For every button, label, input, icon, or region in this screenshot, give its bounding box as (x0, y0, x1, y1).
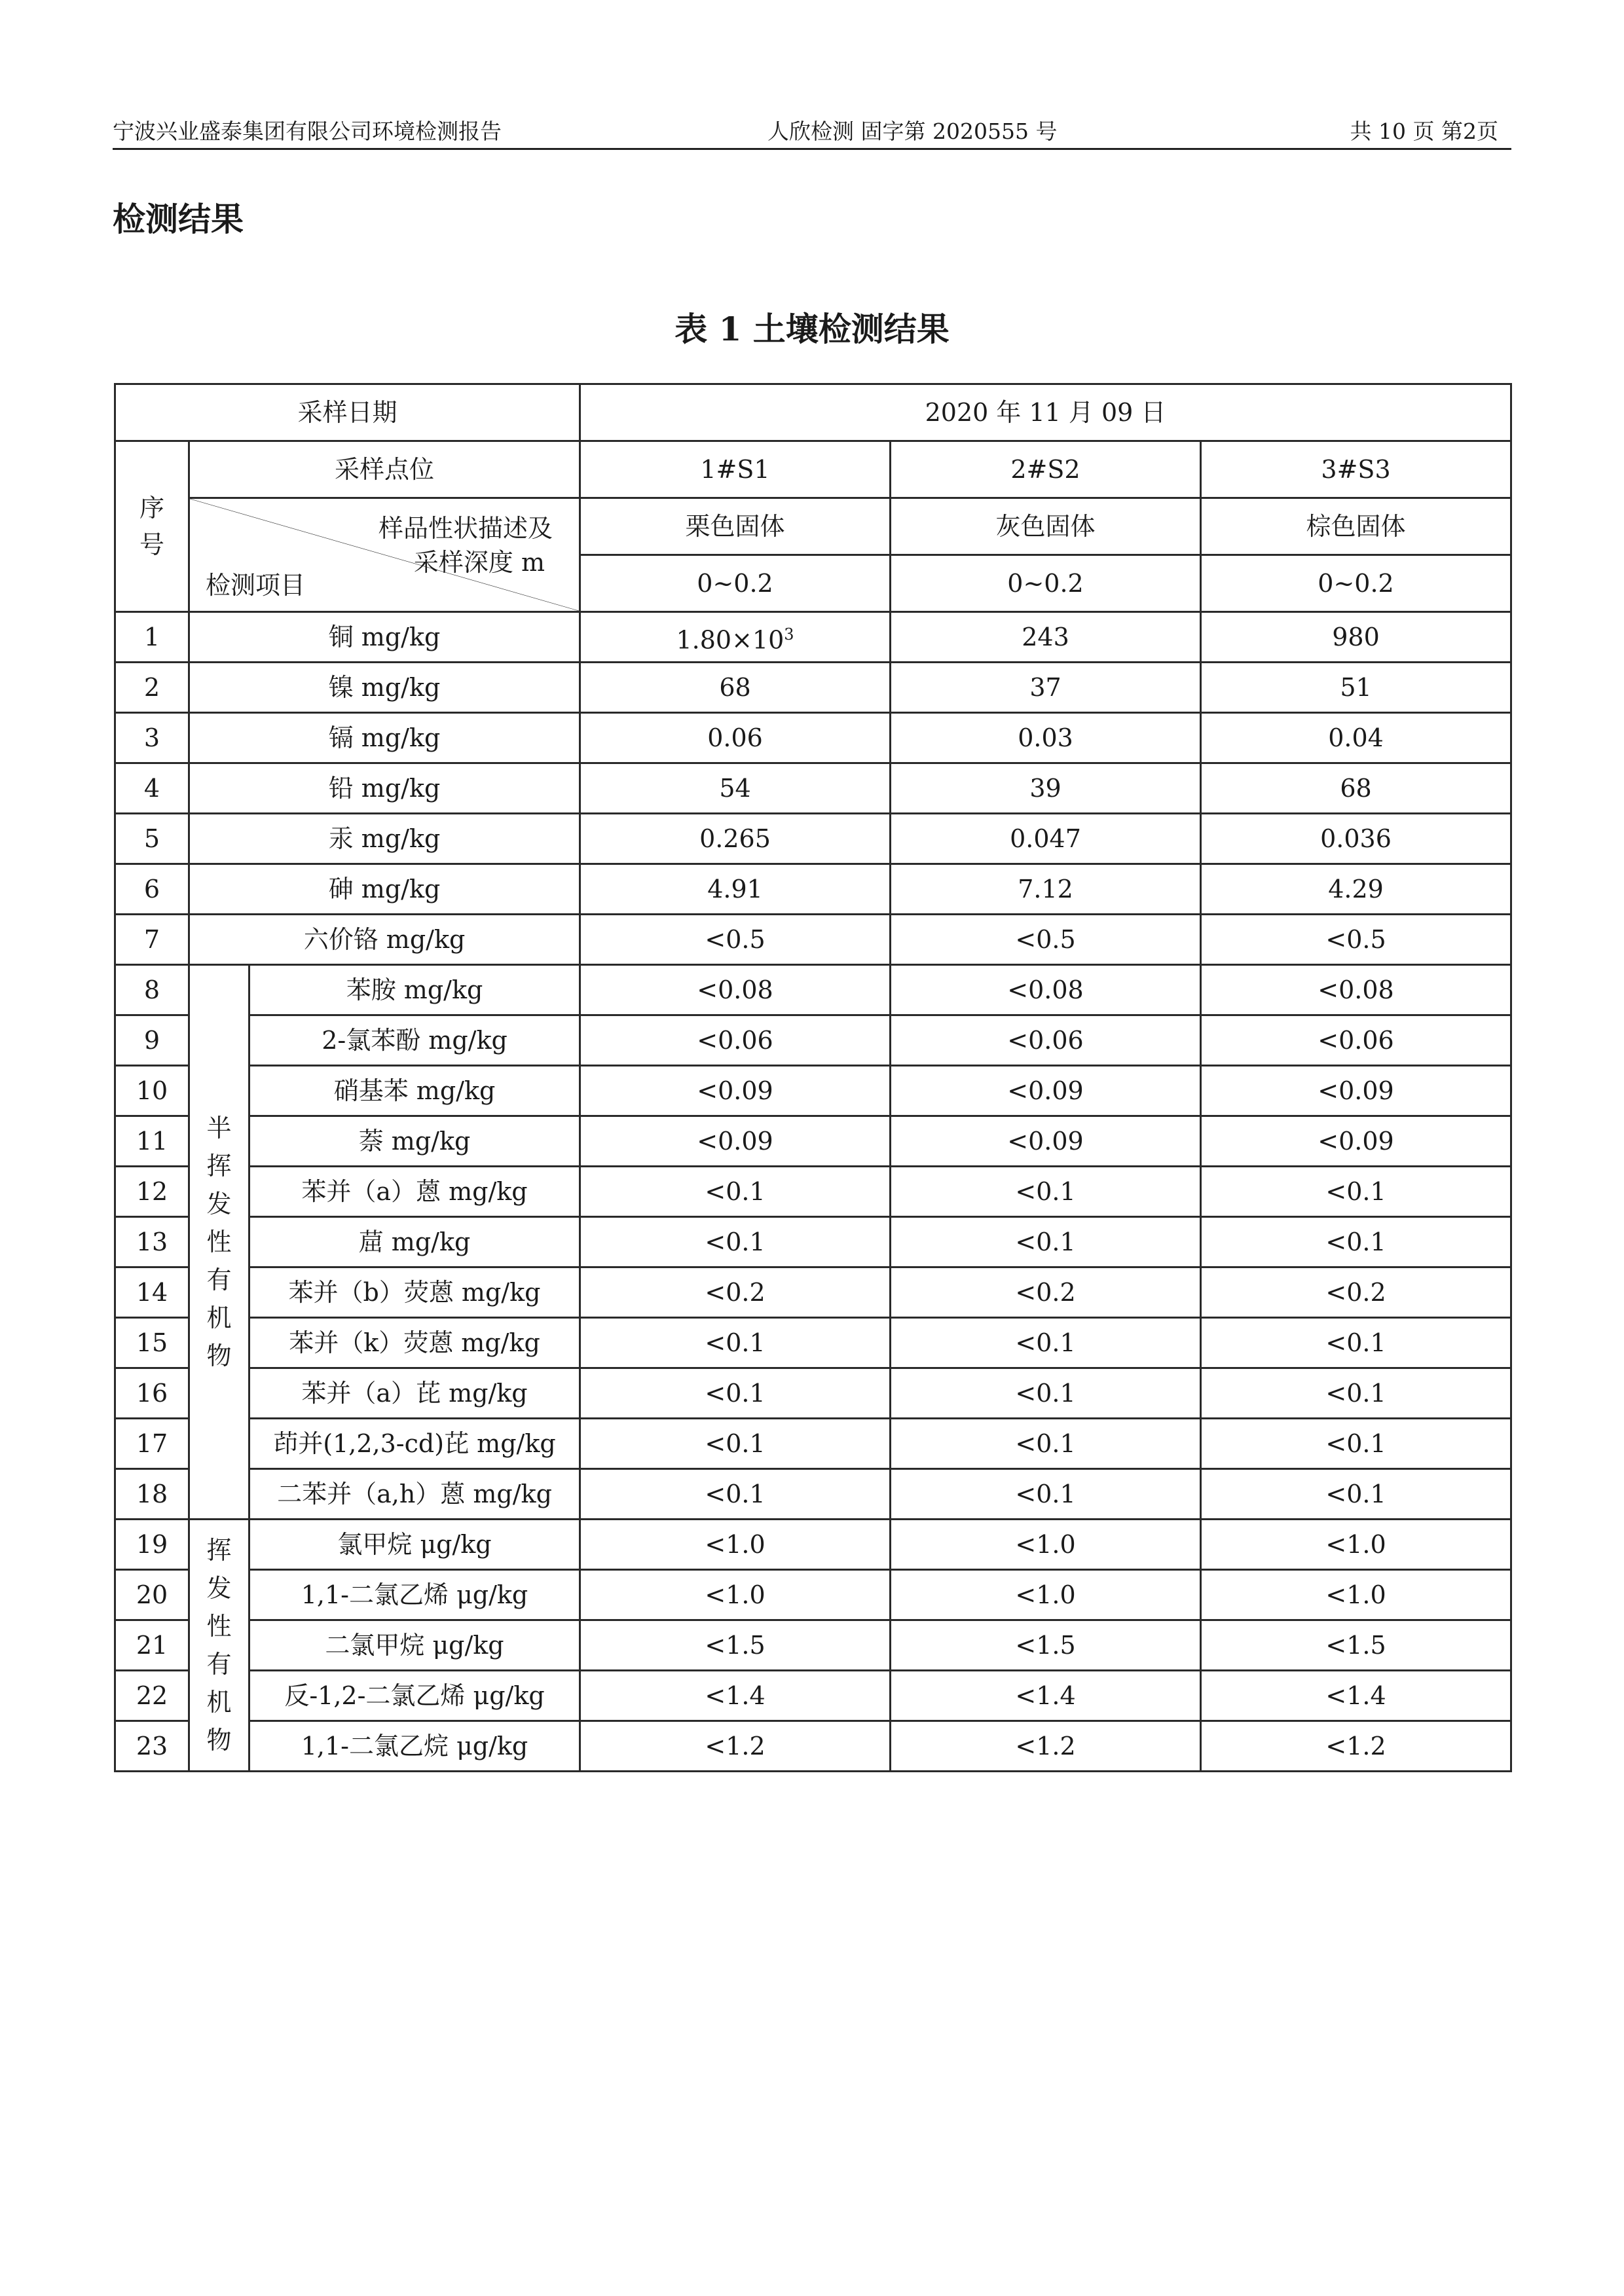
row-item: 二氯甲烷 μg/kg (249, 1620, 580, 1671)
desc-label-line1: 样品性状描述及 (378, 514, 553, 543)
table-row (115, 915, 1511, 965)
sampling-date-label: 采样日期 (115, 384, 580, 441)
table-row (115, 1570, 1511, 1620)
table-row (115, 1469, 1511, 1520)
table-row (115, 612, 1511, 663)
row-value-2: <0.5 (891, 915, 1201, 965)
row-value-2: 0.03 (891, 713, 1201, 763)
row-no: 16 (115, 1368, 189, 1419)
row-value-1: <1.0 (580, 1520, 891, 1570)
row-value-1: <1.4 (580, 1671, 891, 1721)
exponent: 3 (784, 625, 794, 644)
row-value-1: <0.1 (580, 1419, 891, 1469)
row-value-3: <0.09 (1201, 1066, 1511, 1116)
table-row (115, 1520, 1511, 1570)
row-value-1: <0.1 (580, 1469, 891, 1520)
depth-2: 0~0.2 (891, 555, 1201, 612)
row-no: 4 (115, 763, 189, 814)
row-value-1: <1.5 (580, 1620, 891, 1671)
row-value-3: <0.06 (1201, 1015, 1511, 1066)
row-item: 汞 mg/kg (189, 814, 580, 864)
row-item: 2-氯苯酚 mg/kg (249, 1015, 580, 1066)
table-row (115, 1671, 1511, 1721)
row-item: 反-1,2-二氯乙烯 μg/kg (249, 1671, 580, 1721)
row-no: 12 (115, 1167, 189, 1217)
row-item: 铅 mg/kg (189, 763, 580, 814)
row-value-2: 39 (891, 763, 1201, 814)
desc-2: 灰色固体 (891, 498, 1201, 555)
soil-results-table (114, 383, 1512, 1772)
table-row (115, 1015, 1511, 1066)
row-no: 6 (115, 864, 189, 915)
table-row (115, 965, 1511, 1015)
row-value-1: 4.91 (580, 864, 891, 915)
row-no: 11 (115, 1116, 189, 1167)
table-row (115, 763, 1511, 814)
row-value-3: <0.1 (1201, 1419, 1511, 1469)
row-value-2: <0.1 (891, 1217, 1201, 1267)
row-value-1: 0.06 (580, 713, 891, 763)
table-row (115, 1368, 1511, 1419)
row-item: 苯并（k）荧蒽 mg/kg (249, 1318, 580, 1368)
row-no: 8 (115, 965, 189, 1015)
row-no: 22 (115, 1671, 189, 1721)
sampling-point-label: 采样点位 (189, 441, 580, 498)
table-row (115, 1167, 1511, 1217)
row-value-1: <0.09 (580, 1116, 891, 1167)
row-no: 17 (115, 1419, 189, 1469)
page-header (113, 115, 1511, 150)
row-value-3: <0.1 (1201, 1368, 1511, 1419)
row-no: 7 (115, 915, 189, 965)
table-row (115, 1066, 1511, 1116)
depth-1: 0~0.2 (580, 555, 891, 612)
row-value-3: <0.5 (1201, 915, 1511, 965)
row-no: 18 (115, 1469, 189, 1520)
row-value-2: <1.0 (891, 1570, 1201, 1620)
description-row (115, 498, 1511, 555)
row-value-2: <1.2 (891, 1721, 1201, 1772)
row-no: 10 (115, 1066, 189, 1116)
item-label: 检测项目 (206, 571, 306, 600)
row-item: 硝基苯 mg/kg (249, 1066, 580, 1116)
row-item: 砷 mg/kg (189, 864, 580, 915)
row-value-2: <0.2 (891, 1267, 1201, 1318)
row-value-1: <0.1 (580, 1318, 891, 1368)
table-row (115, 1620, 1511, 1671)
point-1: 1#S1 (580, 441, 891, 498)
group-semi-volatile: 半挥发性有机物 (189, 965, 249, 1520)
row-value-3: <0.2 (1201, 1267, 1511, 1318)
row-value-3: <1.2 (1201, 1721, 1511, 1772)
row-no: 20 (115, 1570, 189, 1620)
row-value-2: <0.06 (891, 1015, 1201, 1066)
row-no: 15 (115, 1318, 189, 1368)
depth-3: 0~0.2 (1201, 555, 1511, 612)
row-no: 3 (115, 713, 189, 763)
row-item: 苯并（a）芘 mg/kg (249, 1368, 580, 1419)
desc-3: 棕色固体 (1201, 498, 1511, 555)
row-value-1: 68 (580, 663, 891, 713)
row-value-2: <0.1 (891, 1167, 1201, 1217)
row-value-2: 0.047 (891, 814, 1201, 864)
table-row (115, 713, 1511, 763)
row-value-1: <0.1 (580, 1217, 891, 1267)
row-value-3: 51 (1201, 663, 1511, 713)
row-item: 䓛 mg/kg (249, 1217, 580, 1267)
row-no: 21 (115, 1620, 189, 1671)
row-no: 13 (115, 1217, 189, 1267)
page-indicator: 共 10 页 第2页 (1350, 118, 1498, 144)
row-value-3: 0.036 (1201, 814, 1511, 864)
row-value-3: <0.09 (1201, 1116, 1511, 1167)
row-value-3: <0.1 (1201, 1469, 1511, 1520)
row-value-2: <0.08 (891, 965, 1201, 1015)
row-no: 5 (115, 814, 189, 864)
row-value-3: 0.04 (1201, 713, 1511, 763)
row-item: 铜 mg/kg (189, 612, 580, 663)
row-no: 23 (115, 1721, 189, 1772)
row-value-3: <1.0 (1201, 1570, 1511, 1620)
row-item: 镍 mg/kg (189, 663, 580, 713)
row-item: 苯胺 mg/kg (249, 965, 580, 1015)
row-value-3: <0.08 (1201, 965, 1511, 1015)
row-value-1: 54 (580, 763, 891, 814)
row-value-3: 4.29 (1201, 864, 1511, 915)
table-row (115, 1267, 1511, 1318)
row-no: 19 (115, 1520, 189, 1570)
report-company-title: 宁波兴业盛泰集团有限公司环境检测报告 (113, 118, 502, 144)
table-row (115, 1116, 1511, 1167)
group-volatile: 挥发性有机物 (189, 1520, 249, 1772)
row-value-3: <0.1 (1201, 1167, 1511, 1217)
row-value-1: <1.0 (580, 1570, 891, 1620)
desc-label-line2: 采样深度 m (413, 548, 545, 577)
table-row (115, 864, 1511, 915)
row-value-1: <0.08 (580, 965, 891, 1015)
row-no: 1 (115, 612, 189, 663)
row-item: 1,1-二氯乙烯 μg/kg (249, 1570, 580, 1620)
row-value-2: <0.1 (891, 1318, 1201, 1368)
row-value-2: 37 (891, 663, 1201, 713)
row-item: 萘 mg/kg (249, 1116, 580, 1167)
row-value-1: <0.06 (580, 1015, 891, 1066)
table-row (115, 663, 1511, 713)
sampling-point-row (115, 441, 1511, 498)
report-number: 人欣检测 固字第 2020555 号 (767, 118, 1058, 144)
row-value-1: $1.80\times 10^3$ (580, 612, 891, 663)
sampling-date-row (115, 384, 1511, 441)
seq-header: 序号 (115, 441, 189, 612)
row-value-2: <1.5 (891, 1620, 1201, 1671)
section-title: 检测结果 (113, 200, 244, 238)
row-value-3: <0.1 (1201, 1318, 1511, 1368)
row-item: 氯甲烷 μg/kg (249, 1520, 580, 1570)
row-value-1: 0.265 (580, 814, 891, 864)
sampling-date-value: 2020 年 11 月 09 日 (580, 384, 1511, 441)
row-value-2: 7.12 (891, 864, 1201, 915)
row-value-2: 243 (891, 612, 1201, 663)
row-value-2: <0.1 (891, 1368, 1201, 1419)
table-title: 表 1 土壤检测结果 (674, 310, 950, 348)
row-item: 茚并(1,2,3-cd)芘 mg/kg (249, 1419, 580, 1469)
row-value-2: <0.1 (891, 1469, 1201, 1520)
row-value-2: <0.09 (891, 1116, 1201, 1167)
table-row (115, 1217, 1511, 1267)
row-item: 苯并（b）荧蒽 mg/kg (249, 1267, 580, 1318)
row-value-2: <1.4 (891, 1671, 1201, 1721)
point-3: 3#S3 (1201, 441, 1511, 498)
row-value-3: 980 (1201, 612, 1511, 663)
row-value-2: <0.1 (891, 1419, 1201, 1469)
desc-1: 栗色固体 (580, 498, 891, 555)
table-row (115, 1318, 1511, 1368)
row-value-3: <1.4 (1201, 1671, 1511, 1721)
table-row (115, 1721, 1511, 1772)
row-value-1: <0.1 (580, 1368, 891, 1419)
table-row (115, 814, 1511, 864)
row-value-2: <1.0 (891, 1520, 1201, 1570)
row-item: 苯并（a）蒽 mg/kg (249, 1167, 580, 1217)
row-value-1: <0.1 (580, 1167, 891, 1217)
row-value-3: <1.5 (1201, 1620, 1511, 1671)
row-item: 六价铬 mg/kg (189, 915, 580, 965)
row-item: 二苯并（a,h）蒽 mg/kg (249, 1469, 580, 1520)
point-2: 2#S2 (891, 441, 1201, 498)
row-item: 1,1-二氯乙烷 μg/kg (249, 1721, 580, 1772)
row-value-1: <0.5 (580, 915, 891, 965)
row-value-3: 68 (1201, 763, 1511, 814)
row-no: 9 (115, 1015, 189, 1066)
diagonal-header-cell (189, 498, 580, 612)
row-value-1: <1.2 (580, 1721, 891, 1772)
row-value-2: <0.09 (891, 1066, 1201, 1116)
row-no: 14 (115, 1267, 189, 1318)
row-no: 2 (115, 663, 189, 713)
row-value-1: <0.2 (580, 1267, 891, 1318)
row-value-3: <0.1 (1201, 1217, 1511, 1267)
table-row (115, 1419, 1511, 1469)
row-value-3: <1.0 (1201, 1520, 1511, 1570)
row-value-1: <0.09 (580, 1066, 891, 1116)
row-item: 镉 mg/kg (189, 713, 580, 763)
